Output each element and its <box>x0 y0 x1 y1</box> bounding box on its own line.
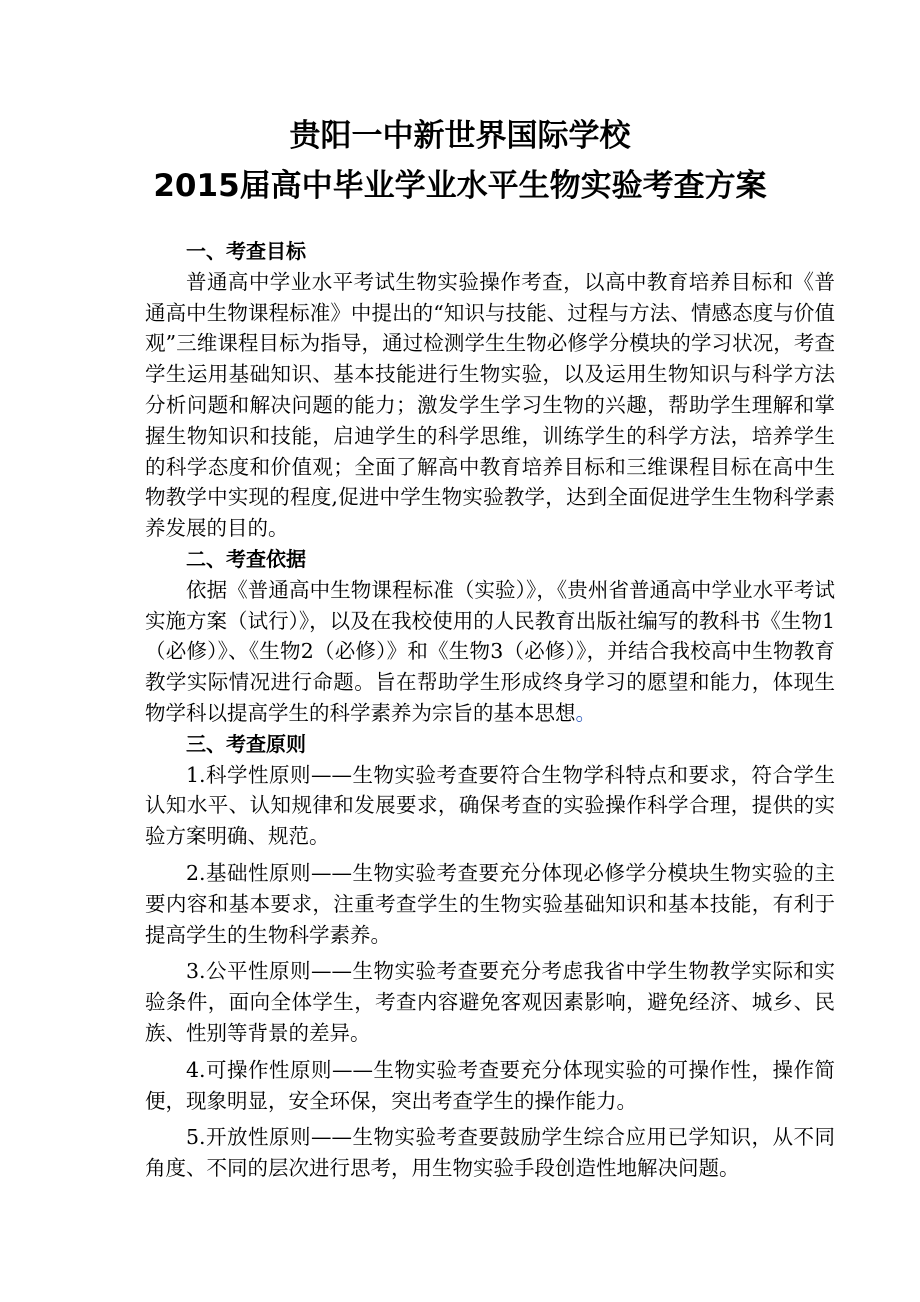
basis-paragraph-end: 。 <box>575 700 596 725</box>
objectives-paragraph: 普通高中学业水平考试生物实验操作考查，以高中教育培养目标和《普通高中生物课程标准》中提出的“知识与技能、过程与方法、情感态度与价值观”三维课程目标为指导，通过检测学生生物必修学分模块的学习状况，考查学生运用基础知识、基本技能进行生物实验，以及运用生物知识与科学方法分析问题和解决问题的能力；激发学生学习生物的兴趣，帮助学生理解和掌握生物知识和技能，启迪学生的科学思维，训练学生的科学方法，培养学生的科学态度和价值观；全面了解高中教育培养目标和三维课程目标在高中生物教学中实现的程度,促进中学生物实验教学，达到全面促进学生生物科学素养发展的目的。 <box>145 269 835 541</box>
principle-fairness: 3.公平性原则——生物实验考查要充分考虑我省中学生物教学实际和实验条件，面向全体学生，考查内容避免客观因素影响，避免经济、城乡、民族、性别等背景的差异。 <box>145 959 835 1045</box>
plan-title: 2015届高中毕业学业水平生物实验考查方案 <box>153 168 767 204</box>
basis-paragraph <box>145 575 835 729</box>
principle-scientific: 1.科学性原则——生物实验考查要符合生物学科特点和要求，符合学生认知水平、认知规律和发展要求，确保考查的实验操作科学合理，提供的实验方案明确、规范。 <box>145 762 835 849</box>
principle-operability: 4.可操作性原则——生物实验考查要充分体现实验的可操作性，操作简便，现象明显，安全环保，突出考查学生的操作能力。 <box>145 1057 835 1113</box>
basis-paragraph-text: 依据《普通高中生物课程标准（实验）》，《贵州省普通高中学业水平考试实施方案（试行）》，以及在我校使用的人民教育出版社编写的教科书《生物1（必修）》、《生物2（必修）》和《生物3（必修）》，并结合我校高中生物教育教学实际情况进行命题。旨在帮助学生形成终身学习的愿望和能力，体现生物学科以提高学生的科学素养为宗旨的基本思想 <box>145 577 835 725</box>
section-heading-principles: 三、考查原则 <box>186 731 306 756</box>
school-title: 贵阳一中新世界国际学校 <box>289 118 631 154</box>
document-body <box>145 236 835 1190</box>
principle-openness: 5.开放性原则——生物实验考查要鼓励学生综合应用已学知识，从不同角度、不同的层次进行思考，用生物实验手段创造性地解决问题。 <box>145 1125 835 1181</box>
principle-basic: 2.基础性原则——生物实验考查要充分体现必修学分模块生物实验的主要内容和基本要求，注重考查学生的生物实验基础知识和基本技能，有利于提高学生的生物科学素养。 <box>145 860 835 947</box>
section-heading-basis: 二、考查依据 <box>186 546 306 571</box>
section-heading-objectives: 一、考查目标 <box>186 239 306 263</box>
